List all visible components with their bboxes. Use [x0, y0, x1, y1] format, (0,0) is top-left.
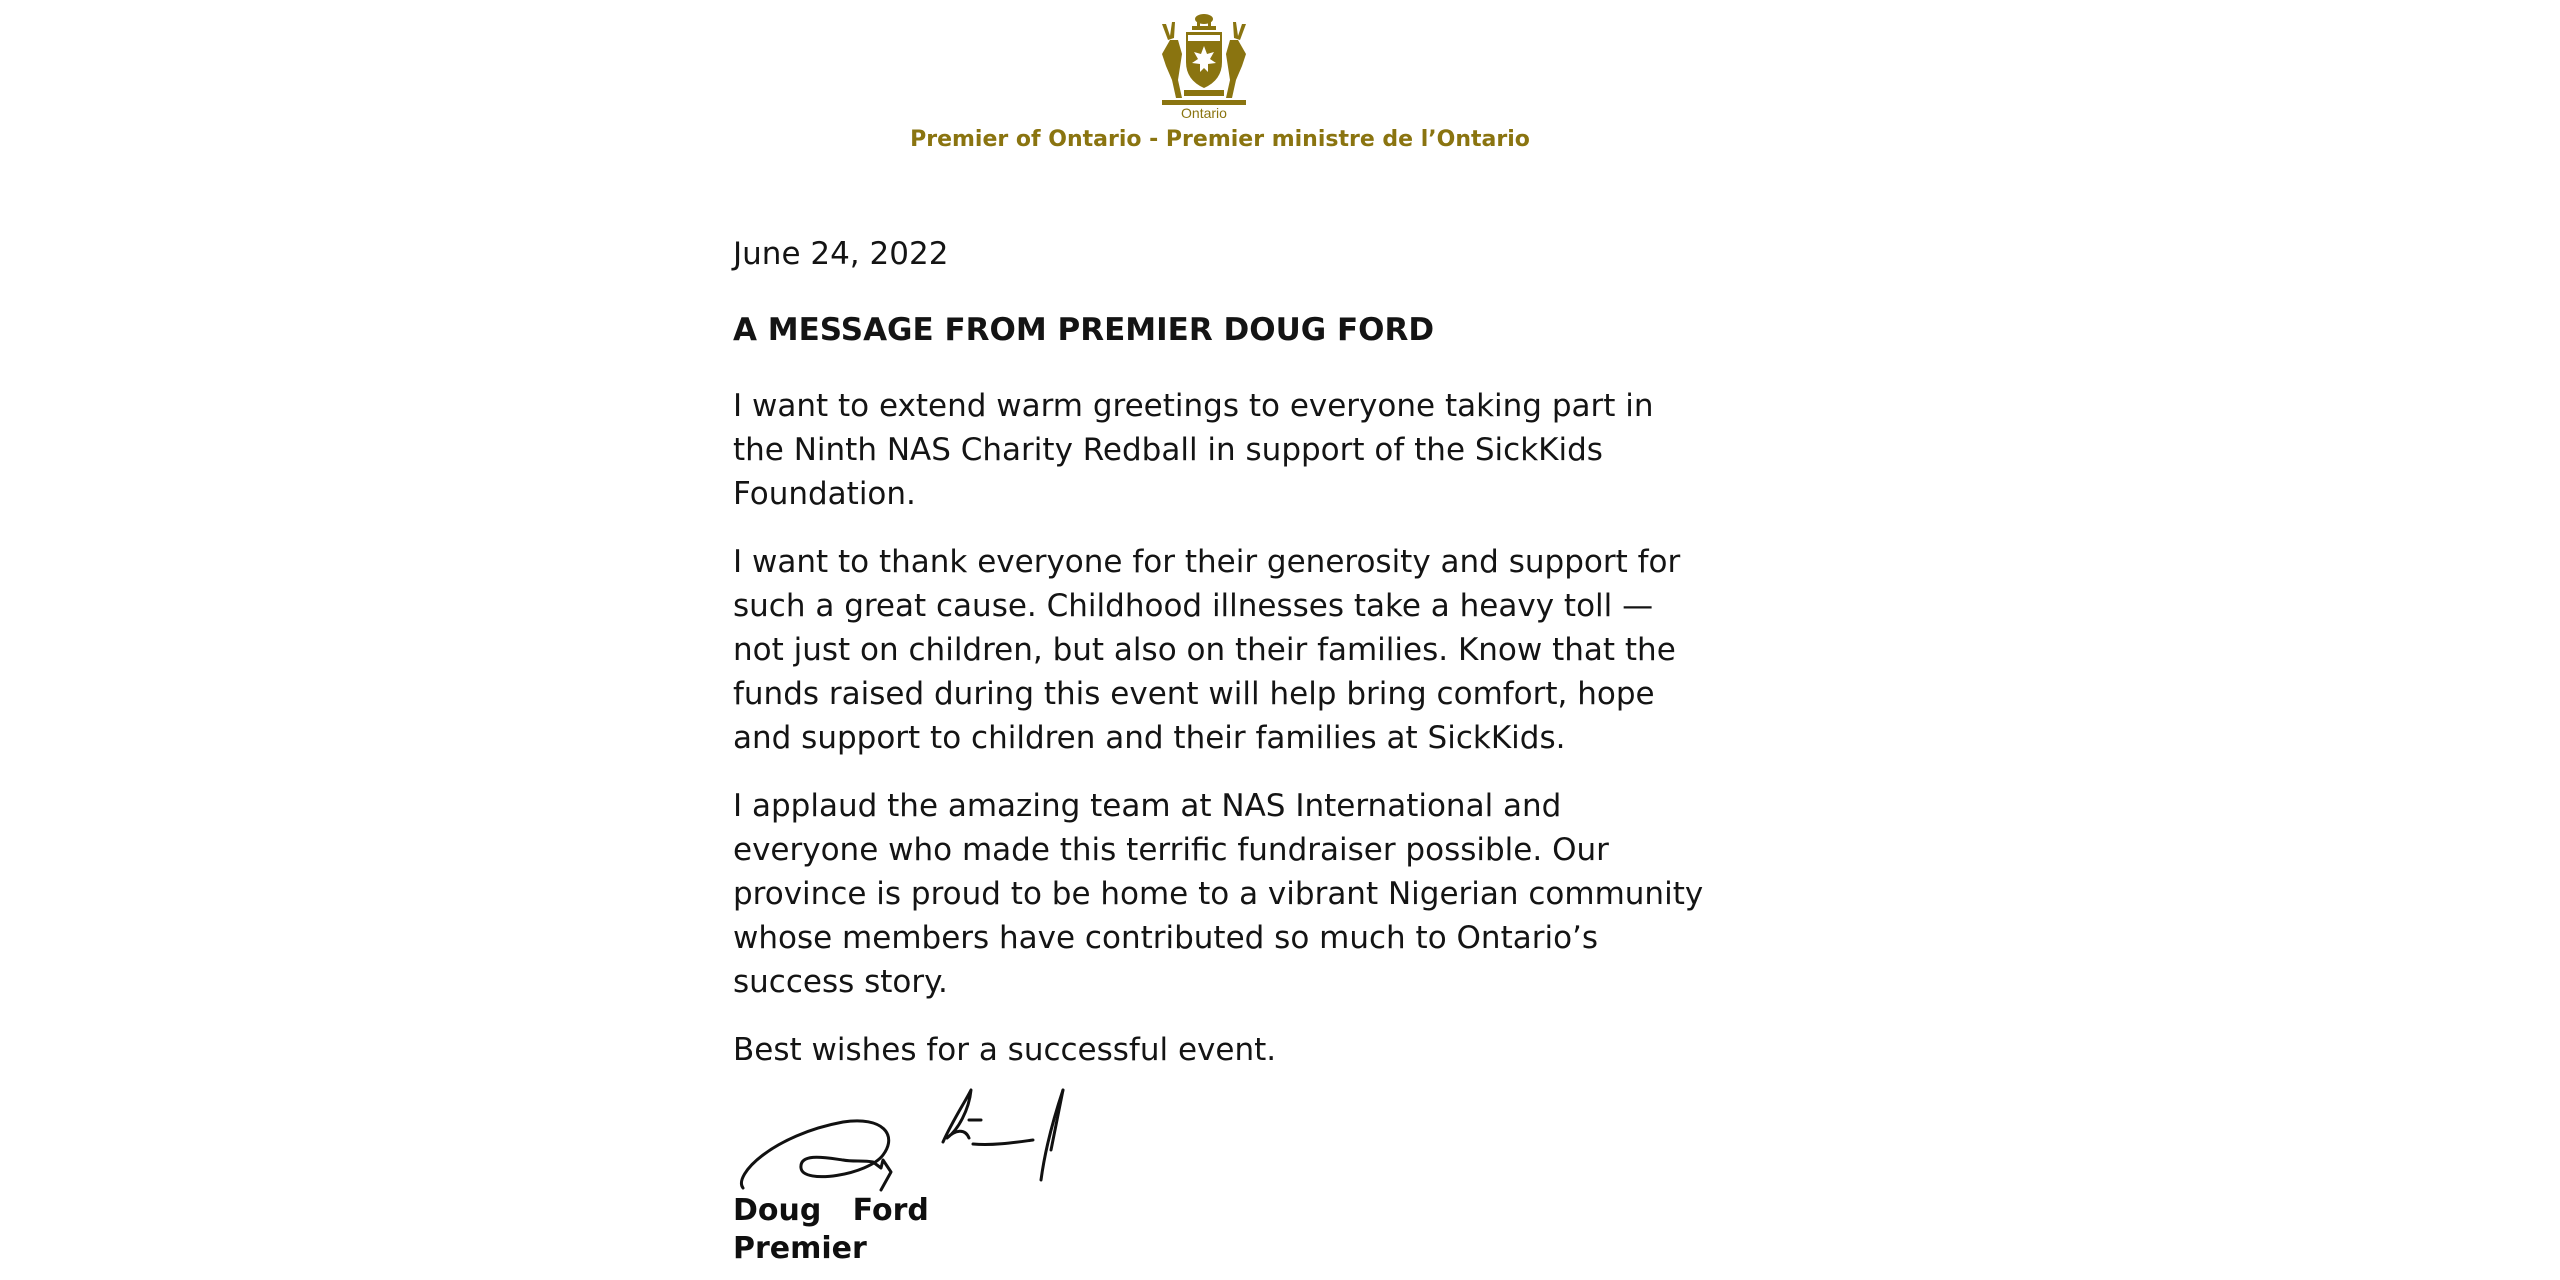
handwritten-signature-icon [733, 1080, 1093, 1195]
paragraph: I want to thank everyone for their generosity and support for such a great cause. Childhood illnesses take a heavy toll — not just on children, but also on their families. Know that the funds raised during this event will help bring comfort, hope and support to children and their families at SickKids. [733, 544, 1681, 756]
signer-name: Doug Ford [733, 1193, 929, 1228]
office-title: Premier of Ontario - Premier ministre de l’Ontario [910, 127, 1530, 152]
letter-body [733, 232, 1713, 1096]
signer-title: Premier [733, 1231, 867, 1266]
crest-caption: Ontario [1181, 105, 1227, 121]
signature-block [733, 1080, 1153, 1280]
letter-date: June 24, 2022 [733, 236, 949, 272]
paragraph: I applaud the amazing team at NAS International and everyone who made this terrific fundraiser possible. Our province is proud to be home to a vibrant Nigerian community whose members have contributed so much to Ontario’s success story. [733, 788, 1704, 1000]
paragraph: Best wishes for a successful event. [733, 1032, 1277, 1068]
paragraph: I want to extend warm greetings to everyone taking part in the Ninth NAS Charity Redball in support of the SickKids Foundation. [733, 388, 1654, 512]
letterhead [0, 0, 2560, 170]
letter-heading: A MESSAGE FROM PREMIER DOUG FORD [733, 312, 1435, 348]
